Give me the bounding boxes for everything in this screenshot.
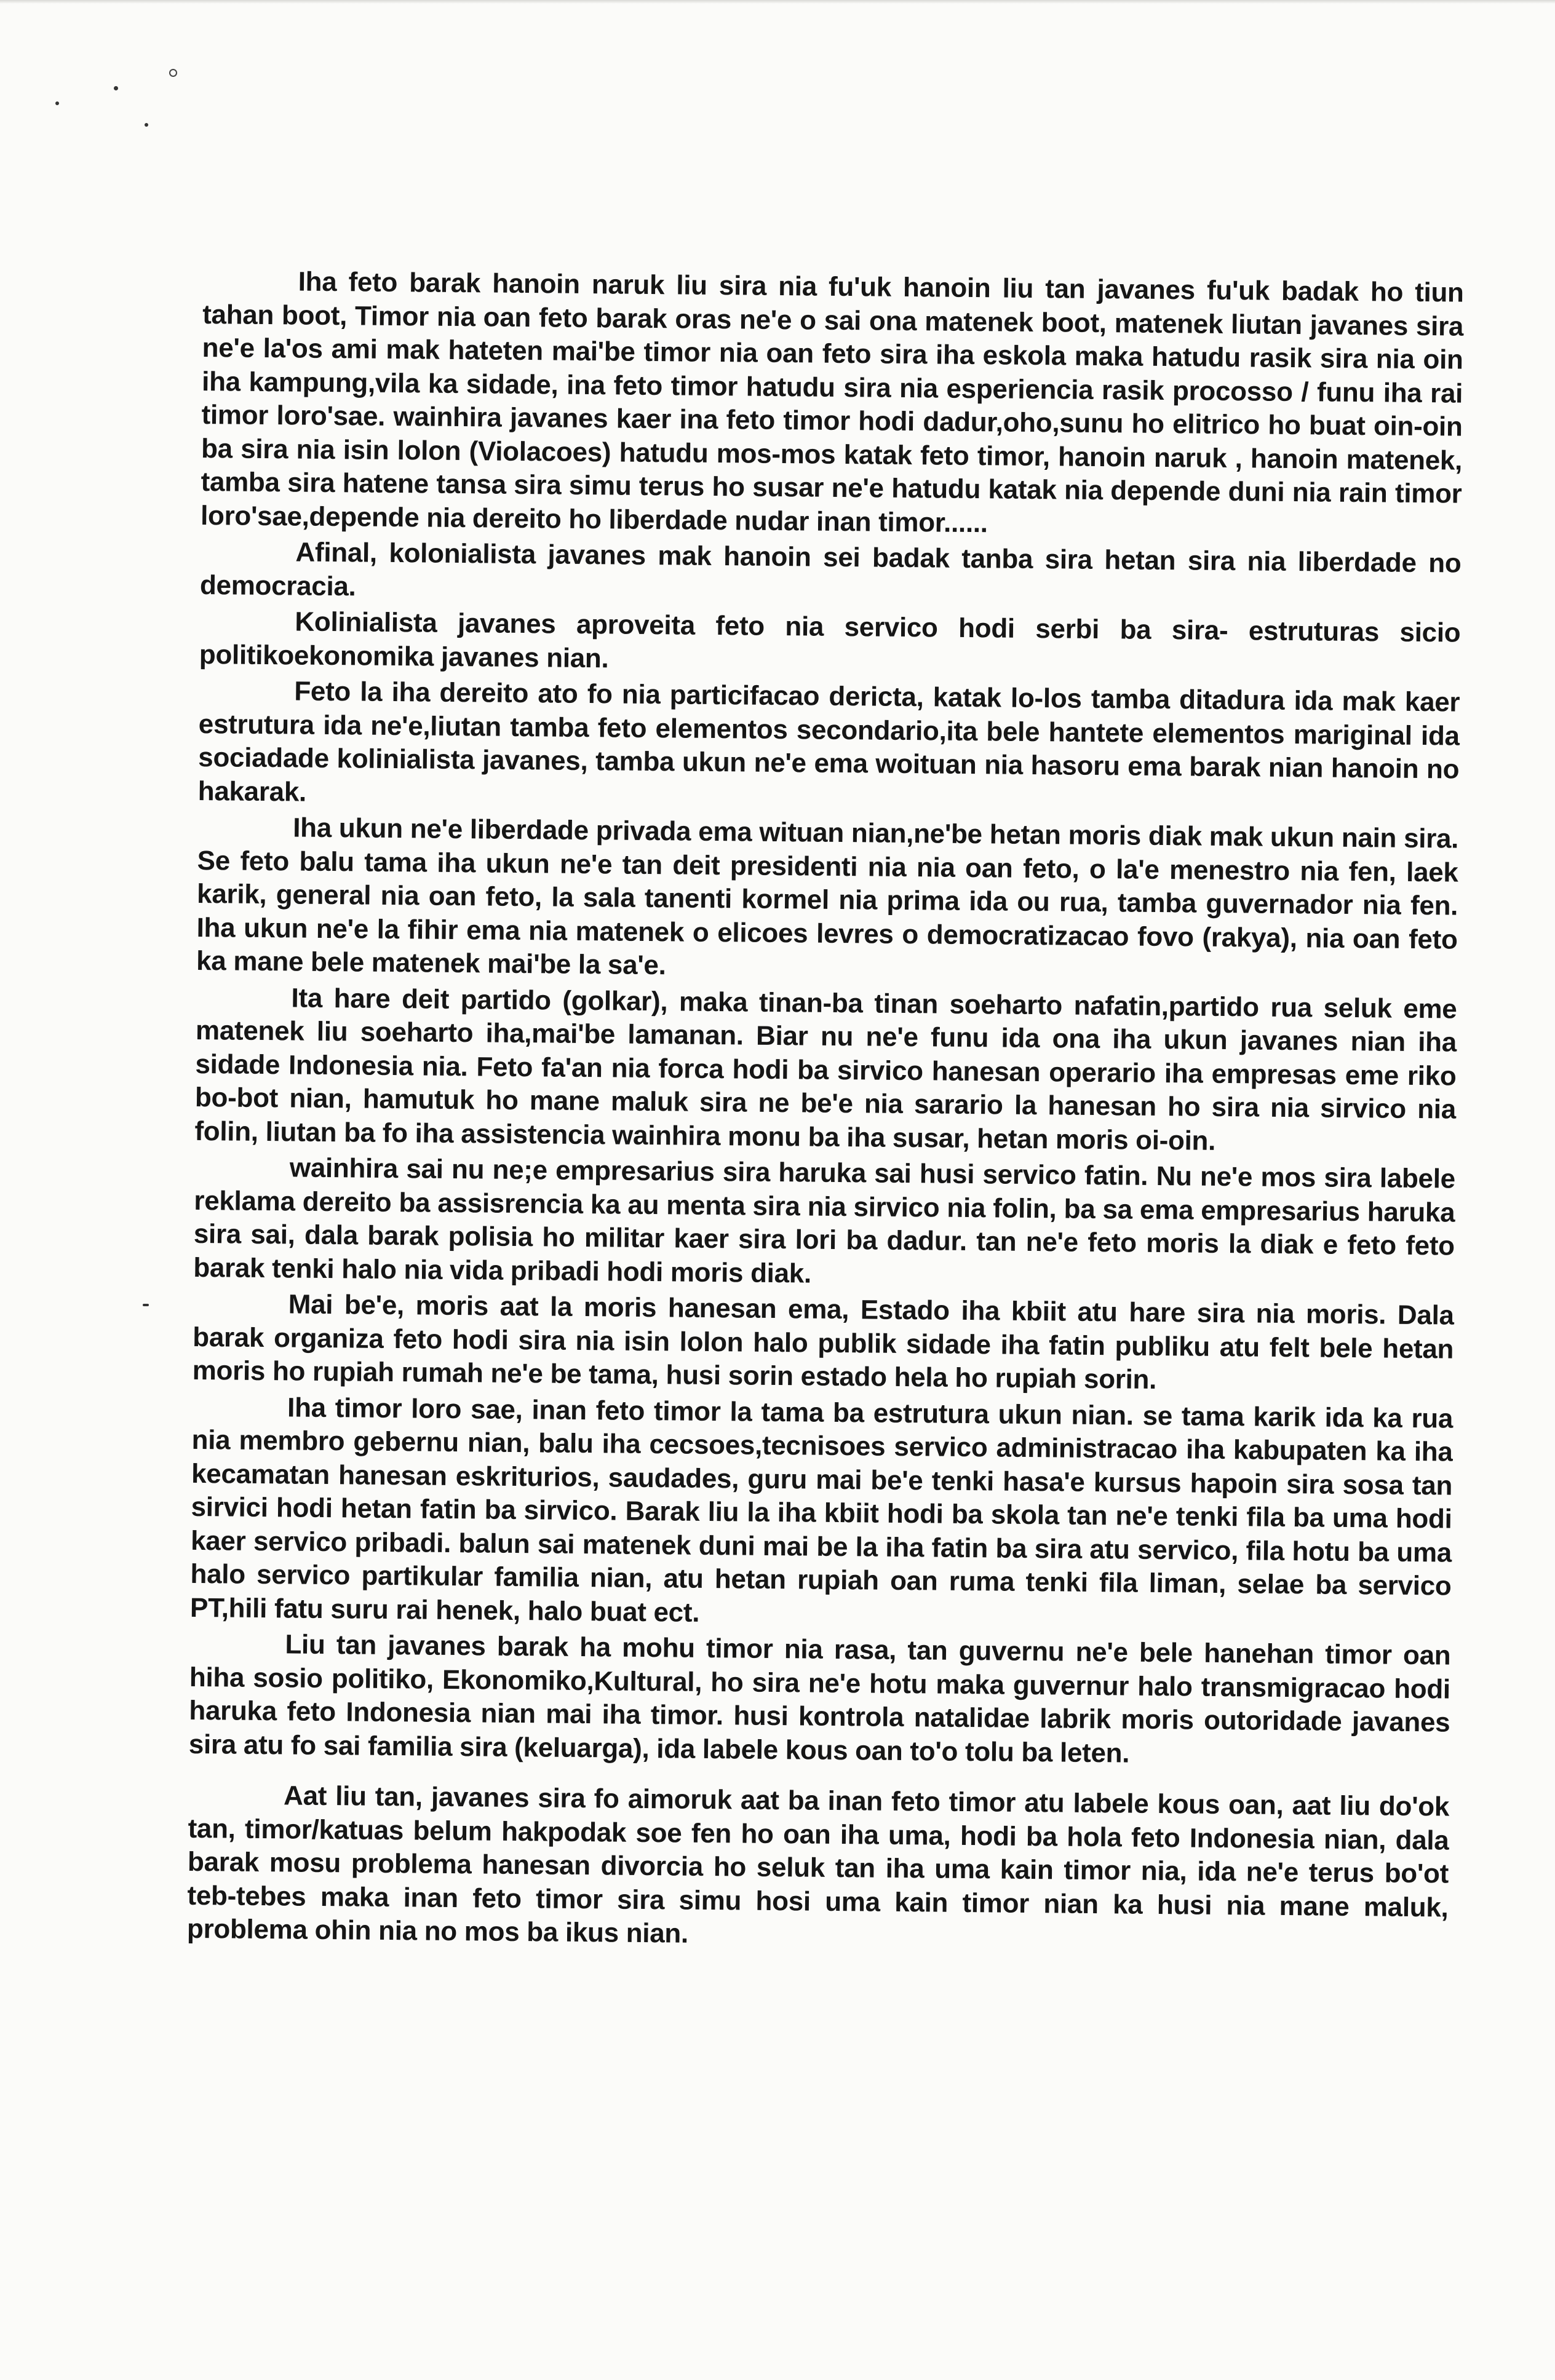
paragraph-8: Mai be'e, moris aat la moris hanesan ema, Estado iha kbiit atu hare sira nia moris. Dala barak organiza feto hodi sira nia isin lolon halo publik sidade iha fatin publiku atu felt bele hetan moris ho rupiah rumah ne'e be tama, husi sorin estado hela ho rupiah sorin.: [192, 1289, 1454, 1395]
paragraph-11: Aat liu tan, javanes sira fo aimoruk aat ba inan feto timor atu labele kous oan, aat liu do'ok tan, timor/katuas belum hakpodak soe fen ho oan iha uma, hodi ba hola feto Indonesia nian, dala barak mosu problema hanesan divorcia ho seluk tan iha uma kain timor nia, ida ne'e terus bo'ot teb-tebes maka inan feto timor sira simu hosi uma kain timor nian ka husi nia mane maluk, problema ohin nia no mos ba ikus nian.: [186, 1780, 1450, 1949]
paragraph-6: Ita hare deit partido (golkar), maka tinan-ba tinan soeharto nafatin,partido rua seluk eme matenek liu soeharto iha,mai'be lamanan. Biar nu ne'e funu ida ona iha ukun javanes nian iha sidade Indonesia nia. Feto fa'an nia forca hodi ba sirvico hanesan operario iha empresas eme riko bo-bot nian, hamutuk ho mane maluk sira ne be'e nia sarario la hanesan ho sira nia sirvico nia folin, liutan ba fo iha assistencia wainhira monu ba iha susar, hetan moris oi-oin.: [194, 982, 1457, 1156]
scan-speck: [145, 123, 148, 127]
paragraph-3: Kolinialista javanes aproveita feto nia servico hodi serbi ba sira- estruturas sicio politikoekonomika javanes nian.: [199, 606, 1461, 673]
paragraph-5: Iha ukun ne'e liberdade privada ema wituan nian,ne'be hetan moris diak mak ukun nain sira. Se feto balu tama iha ukun ne'e tan deit presidenti nia nia oan feto, o la'e menestro nia fen, laek karik, general nia oan feto, la sala tanenti kormel nia prima ida ou rua, tamba guvernador nia fen. Iha ukun ne'e la fihir ema nia matenek o elicoes levres o democratizacao fovo (rakya), nia oan feto ka mane bele matenek mai'be la sa'e.: [196, 812, 1459, 981]
paragraph-10: Liu tan javanes barak ha mohu timor nia rasa, tan guvernu ne'e bele hanehan timor oan hiha sosio politiko, Ekonomiko,Kultural, ho sira ne'e hotu maka guvernur halo transmigracao hodi haruka feto Indonesia nian mai iha timor. husi kontrola natalidae labrik moris outoridade javanes sira atu fo sai familia sira (keluarga), ida labele kous oan to'o tolu ba leten.: [188, 1629, 1451, 1769]
paragraph-1: Iha feto barak hanoin naruk liu sira nia fu'uk hanoin liu tan javanes fu'uk badak ho tiun tahan boot, Timor nia oan feto barak oras ne'e o sai ona matenek boot, matenek liutan javanes sira ne'e la'os ami mak hateten mai'be timor nia oan feto sira iha eskola maka hatudu rasik sira nia oin iha kampung,vila ka sidade, ina feto timor hatudu sira nia esperiencia rasik procosso / funu iha rai timor loro'sae. wainhira javanes kaer ina feto timor hodi dadur,oho,sunu ho elitrico ho buat oin-oin ba sira nia isin lolon (Violacoes) hatudu mos-mos katak feto timor, hanoin naruk , hanoin matenek, tamba sira hatene tansa sira simu terus ho susar ne'e hatudu katak nia depende duni nia rain timor loro'sae,depende nia dereito ho liberdade nudar inan timor......: [200, 266, 1464, 538]
paragraph-7: wainhira sai nu ne;e empresarius sira haruka sai husi servico fatin. Nu ne'e mos sira labele reklama dereito ba assisrencia ka au menta sira nia sirvico nia folin, ba sa ema empresarius haruka sira sai, dala barak polisia ho militar kaer sira lori ba dadur. tan ne'e feto moris la diak e feto feto barak tenki halo nia vida pribadi hodi moris diak.: [193, 1152, 1456, 1289]
paragraph-9: Iha timor loro sae, inan feto timor la tama ba estrutura ukun nian. se tama karik ida ka rua nia membro gebernu nian, balu iha cecsoes,tecnisoes servico administracao iha kabupaten ka iha kecamatan hanesan eskriturios, saudades, guru mai be'e tenki hasa'e kursus hapoin sira sosa tan sirvici hodi hetan fatin ba sirvico. Barak liu la iha kbiit hodi ba skola tan ne'e tenki fila ba uma hodi kaer servico pribadi. balun sai matenek duni mai be la iha fatin ba sira atu servico, fila hotu ba uma halo servico partikular familia nian, atu hetan rupiah oan ruma tenki fila liman, selae ba servico PT,hili fatu suru rai henek, halo buat ect.: [189, 1392, 1454, 1628]
document-body: [187, 264, 1464, 1961]
scan-speck: [143, 1304, 149, 1306]
scan-speck: [55, 101, 59, 105]
scan-speck: [114, 86, 118, 90]
scan-speck: [169, 69, 177, 77]
paragraph-4: Feto la iha dereito ato fo nia particifacao dericta, katak lo-los tamba ditadura ida mak kaer estrutura ida ne'e,liutan tamba feto elementos secondario,ita bele hantete elementos mariginal ida sociadade kolinialista javanes, tamba ukun ne'e ema woituan nia hasoru ema barak nian hanoin no hakarak.: [197, 676, 1460, 807]
paragraph-2: Afinal, kolonialista javanes mak hanoin sei badak tanba sira hetan sira nia liberdade no democracia.: [199, 537, 1462, 601]
scan-edge: [0, 0, 1555, 4]
